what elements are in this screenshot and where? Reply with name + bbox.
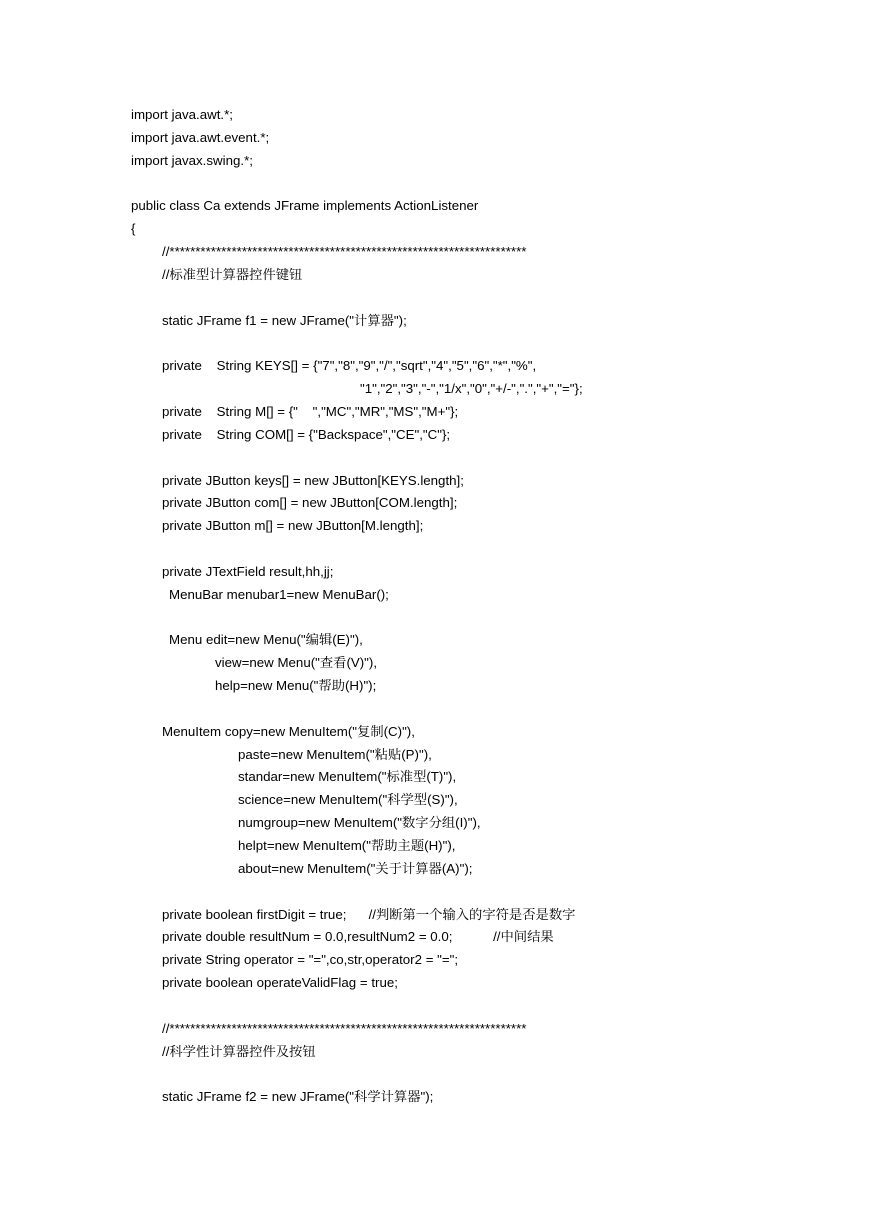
code-line: //********************************************************************* xyxy=(162,1020,527,1036)
code-line: private double resultNum = 0.0,resultNum2 = 0.0; //中间结果 xyxy=(162,929,554,945)
code-line: private String M[] = {" ","MC","MR","MS","M+"}; xyxy=(162,403,459,419)
code-line: helpt=new MenuItem("帮助主题(H)"), xyxy=(238,838,456,853)
blank-line xyxy=(131,995,831,1018)
code-line: private boolean operateValidFlag = true; xyxy=(162,975,398,991)
code-line: MenuBar menubar1=new MenuBar(); xyxy=(169,586,389,602)
code-line: private JButton com[] = new JButton[COM.length]; xyxy=(162,495,458,511)
code-line: private String COM[] = {"Backspace","CE","C"}; xyxy=(162,426,451,442)
code-line: import java.awt.*; xyxy=(131,107,233,122)
code-line: standar=new MenuItem("标准型(T)"), xyxy=(238,769,457,785)
code-line: private JButton m[] = new JButton[M.length]; xyxy=(162,518,424,534)
blank-line xyxy=(131,881,831,904)
code-line: public class Ca extends JFrame implements ActionListener xyxy=(131,198,479,214)
code-line: { xyxy=(131,221,136,237)
blank-line xyxy=(131,332,831,355)
code-line: view=new Menu("查看(V)"), xyxy=(215,655,378,671)
code-listing xyxy=(131,104,831,1109)
code-line: //科学性计算器控件及按钮 xyxy=(162,1043,316,1059)
blank-line xyxy=(131,698,831,721)
code-line: static JFrame f2 = new JFrame("科学计算器"); xyxy=(162,1089,434,1105)
blank-line xyxy=(131,1063,831,1086)
blank-line xyxy=(131,607,831,630)
code-line: help=new Menu("帮助(H)"); xyxy=(215,678,377,694)
blank-line xyxy=(131,287,831,310)
code-line: Menu edit=new Menu("编辑(E)"), xyxy=(169,632,363,648)
code-line: MenuItem copy=new MenuItem("复制(C)"), xyxy=(162,723,415,739)
code-line: paste=new MenuItem("粘贴(P)"), xyxy=(238,746,432,762)
code-line: private JTextField result,hh,jj; xyxy=(162,563,334,579)
code-line: "1","2","3","-","1/x","0","+/-",".","+","="}; xyxy=(360,381,583,397)
code-line: import java.awt.event.*; xyxy=(131,129,270,145)
code-line: private boolean firstDigit = true; //判断第一个输入的字符是否是数字 xyxy=(162,906,576,922)
code-line: about=new MenuItem("关于计算器(A)"); xyxy=(238,860,473,876)
code-line: static JFrame f1 = new JFrame("计算器"); xyxy=(162,312,407,328)
code-line: //标准型计算器控件键钮 xyxy=(162,266,303,282)
code-line: import javax.swing.*; xyxy=(131,152,253,168)
code-line: numgroup=new MenuItem("数字分组(I)"), xyxy=(238,815,481,831)
code-line: private String KEYS[] = {"7","8","9","/","sqrt","4","5","6","*","%", xyxy=(162,358,537,374)
blank-line xyxy=(131,447,831,470)
code-line: science=new MenuItem("科学型(S)"), xyxy=(238,792,458,808)
code-line: private JButton keys[] = new JButton[KEYS.length]; xyxy=(162,472,464,488)
blank-line xyxy=(131,173,831,196)
code-line: private String operator = "=",co,str,operator2 = "="; xyxy=(162,952,459,968)
blank-line xyxy=(131,538,831,561)
code-line: //********************************************************************* xyxy=(162,244,527,260)
